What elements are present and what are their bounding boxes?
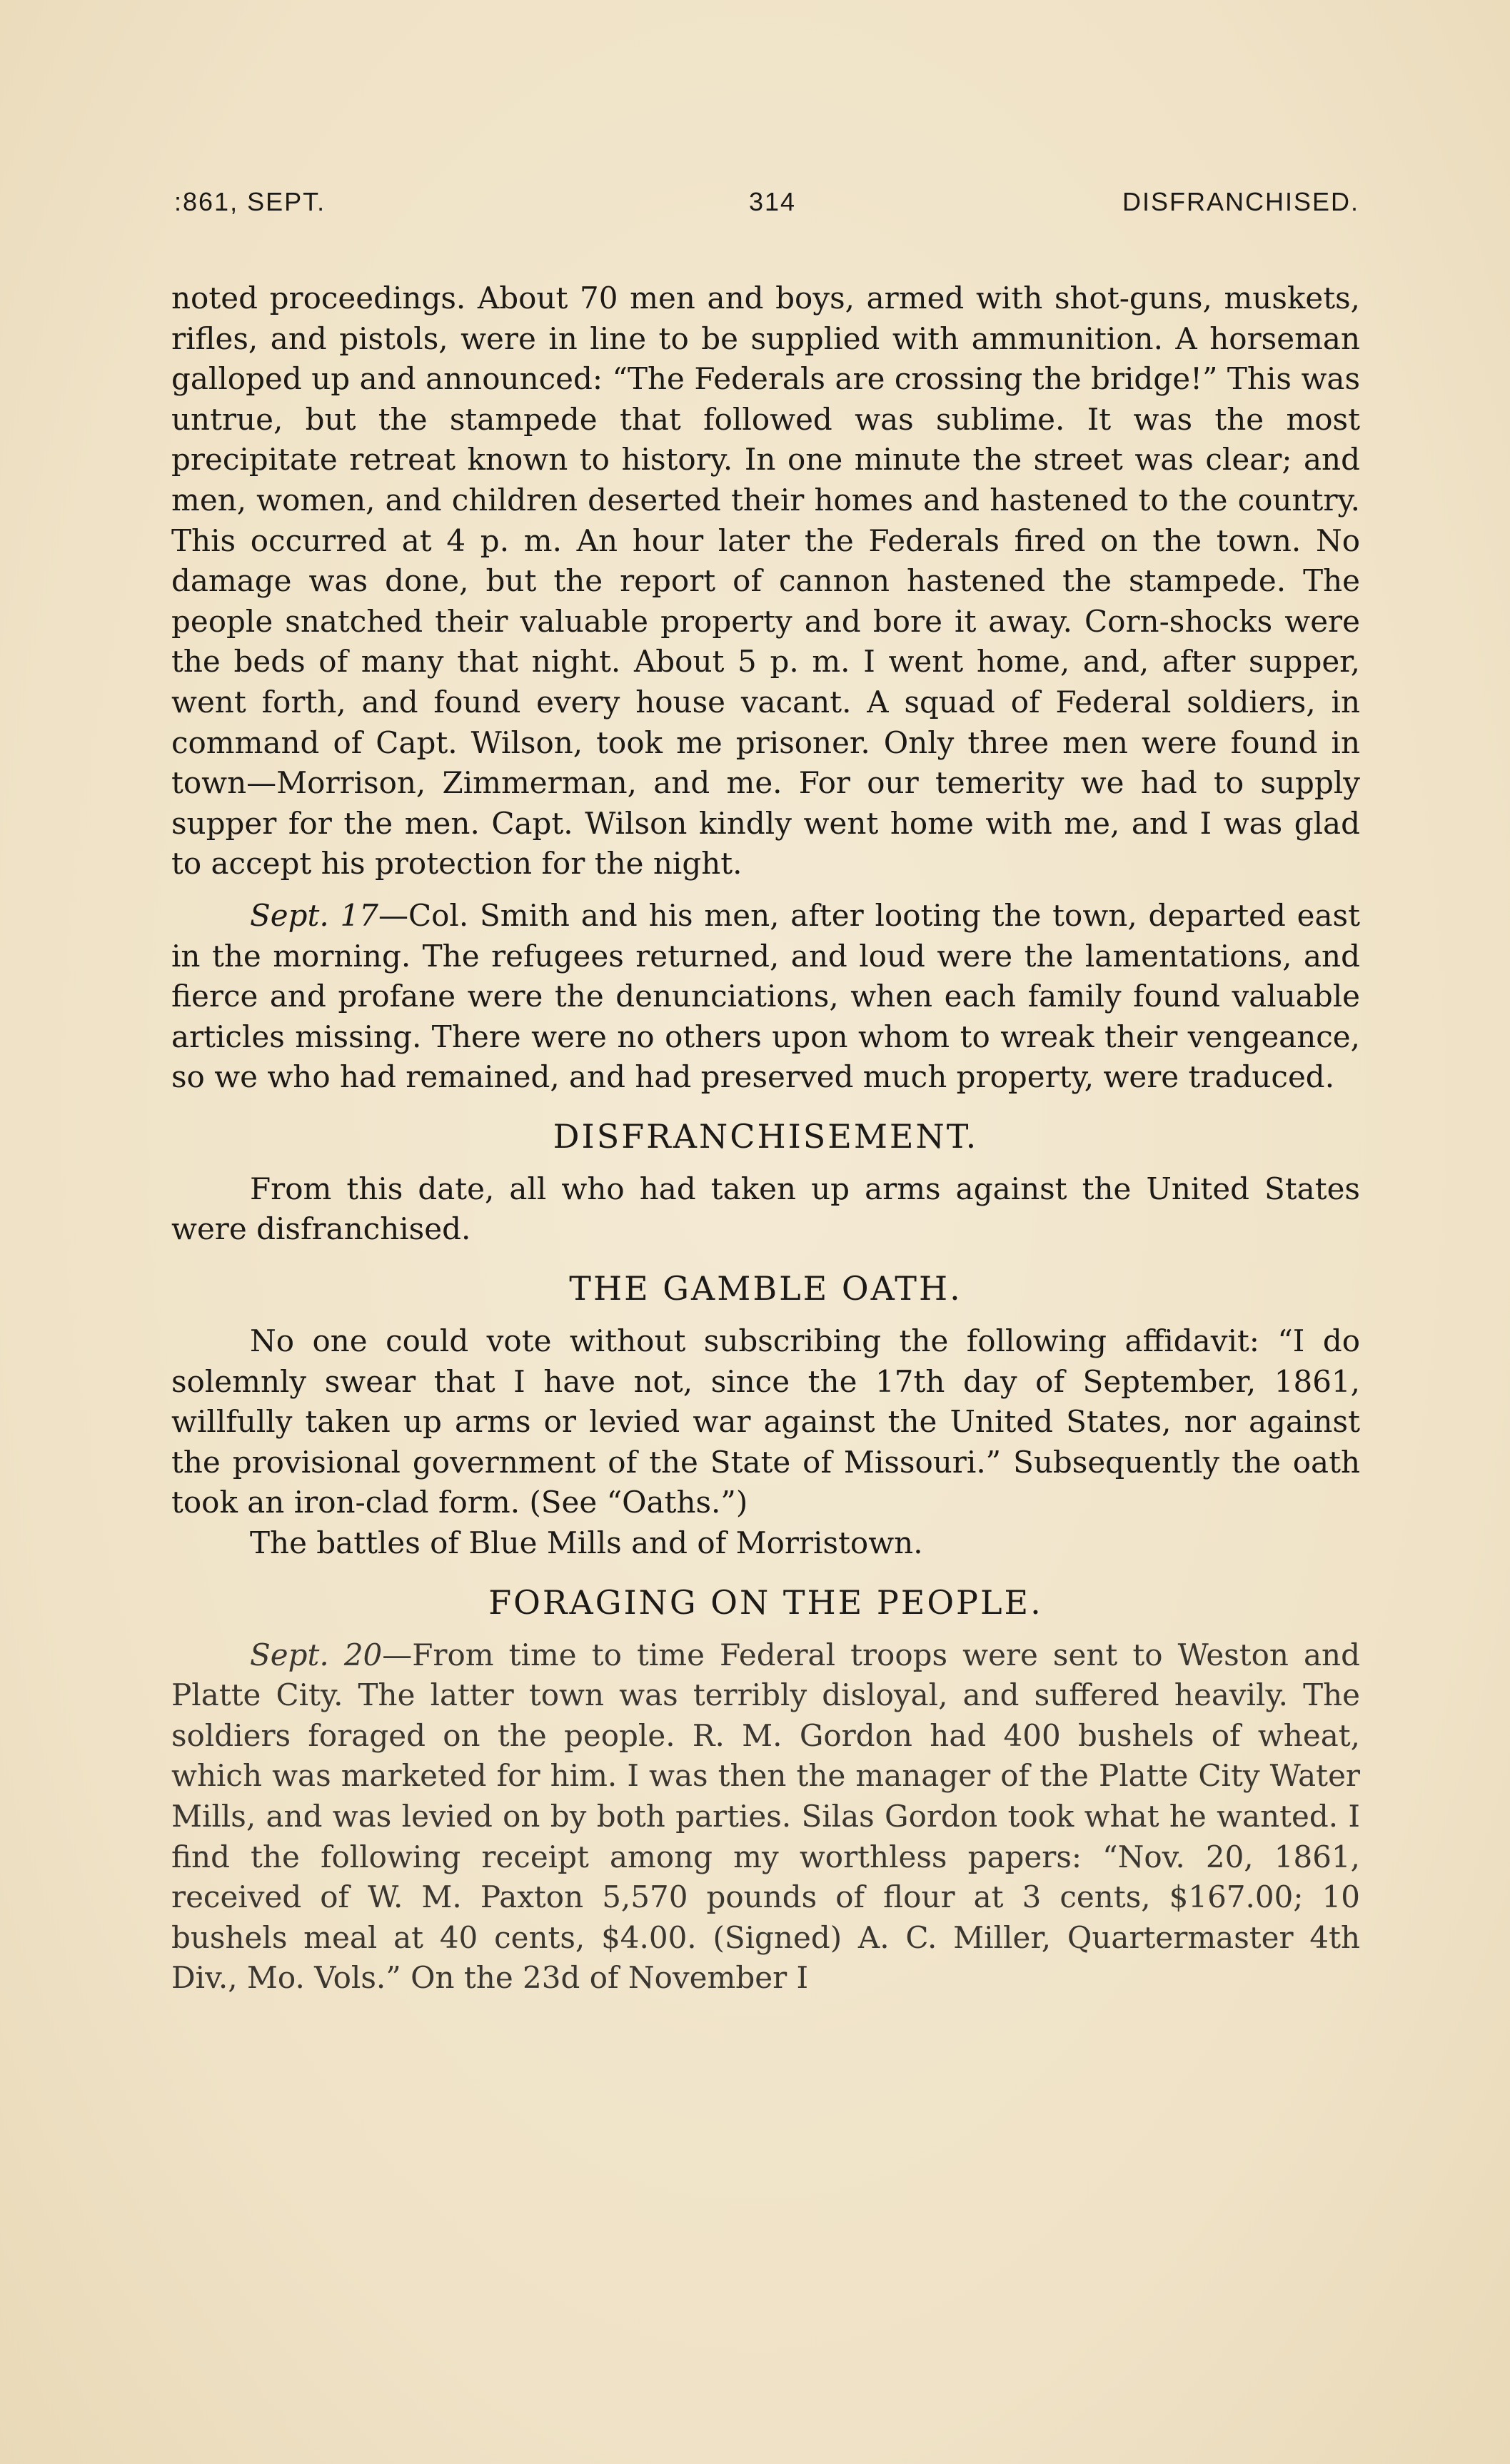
section-heading-disfranchisement: DISFRANCHISEMENT.	[553, 1116, 979, 1156]
page-body	[171, 278, 1360, 1999]
paragraph-sept-20-text: —From time to time Federal troops were sent to Weston and Platte City. The latter town was terribly disloyal, and suffered heavily. The soldiers foraged on the people. R. M. Gordon had 400 bushels of wheat, which was marketed for him. I was then the manager of the Platte City Water Mills, and was levied on by both parties. Silas Gordon took what he wanted. I find the following receipt among my worthless papers: “Nov. 20, 1861, received of W. M. Paxton 5,570 pounds of flour at 3 cents, $167.00; 10 bushels meal at 40 cents, $4.00. (Signed) A. C. Miller, Quartermaster 4th Div., Mo. Vols.” On the 23d of November I	[171, 1637, 1360, 1996]
paragraph-stampede: noted proceedings. About 70 men and boys, armed with shot-guns, muskets, rifles, and pistols, were in line to be supplied with ammunition. A horseman galloped up and announced: “The Federals are crossing the bridge!” This was untrue, but the stampede that followed was sublime. It was the most precipitate retreat known to history. In one minute the street was clear; and men, women, and children deserted their homes and hastened to the country. This occurred at 4 p. m. An hour later the Federals fired on the town. No damage was done, but the report of cannon hastened the stampede. The people snatched their valuable property and bore it away. Corn-shocks were the beds of many that night. About 5 p. m. I went home, and, after supper, went forth, and found every house vacant. A squad of Federal soldiers, in command of Capt. Wilson, took me prisoner. Only three men were found in town—Morrison, Zimmerman, and me. For our temerity we had to supply supper for the men. Capt. Wilson kindly went home with me, and I was glad to accept his protection for the night.	[171, 281, 1360, 882]
paragraph-battles: The battles of Blue Mills and of Morristown.	[250, 1525, 923, 1561]
running-header	[174, 187, 1359, 223]
paragraph-sept-20	[171, 1635, 1360, 1999]
section-heading-foraging: FORAGING ON THE PEOPLE.	[488, 1582, 1043, 1622]
header-chapter-title: DISFRANCHISED.	[1122, 187, 1359, 216]
date-sept-20: Sept. 20	[250, 1637, 383, 1672]
section-heading-gamble-oath: THE GAMBLE OATH.	[569, 1269, 962, 1308]
paragraph-sept-17-text: —Col. Smith and his men, after looting the town, departed east in the morning. The refugees returned, and loud were the lamentations, and fierce and profane were the denunciations, when each family found valuable articles missing. There were no others upon whom to wreak their vengeance, so we who had remained, and had preserved much property, were traduced.	[171, 897, 1360, 1095]
date-sept-17: Sept. 17	[250, 897, 378, 933]
paragraph-sept-17	[171, 896, 1360, 1098]
header-date: :861, SEPT.	[174, 187, 326, 216]
paragraph-disfranchisement: From this date, all who had taken up arms against the United States were disfranchised.	[171, 1171, 1360, 1247]
page-number: 314	[749, 187, 797, 216]
paragraph-gamble-oath: No one could vote without subscribing the following affidavit: “I do solemnly swear that I have not, since the 17th day of September, 1861, willfully taken up arms or levied war against the United States, nor against the provisional government of the State of Missouri.” Subsequently the oath took an iron-clad form. (See “Oaths.”)	[171, 1323, 1360, 1520]
